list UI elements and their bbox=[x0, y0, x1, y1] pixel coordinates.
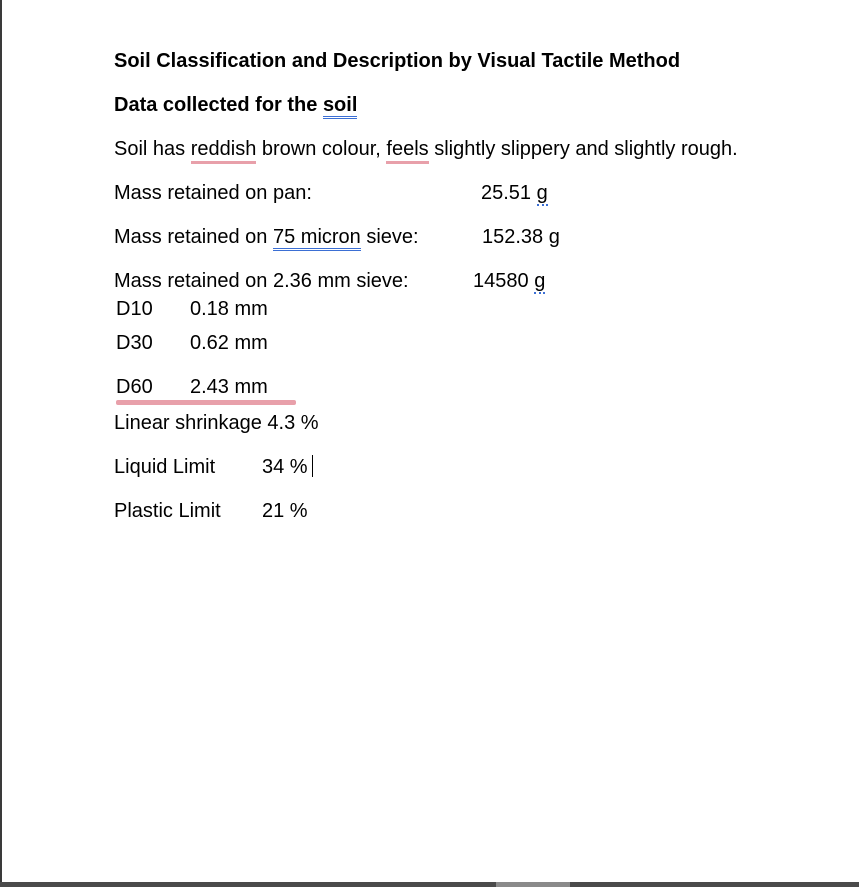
linear-shrinkage: Linear shrinkage 4.3 % bbox=[114, 412, 319, 434]
d10-label: D10 bbox=[116, 298, 153, 320]
spelling-flagged-word[interactable]: reddish bbox=[191, 138, 257, 164]
d30-value: 0.62 mm bbox=[190, 332, 268, 354]
mass-236-number: 14580 bbox=[473, 270, 529, 292]
grammar-flagged-unit[interactable]: g bbox=[536, 182, 548, 204]
d60-label: D60 bbox=[116, 376, 153, 398]
d10-value: 0.18 mm bbox=[190, 298, 268, 320]
mass-pan-label: Mass retained on pan: bbox=[114, 182, 312, 204]
spelling-underline bbox=[116, 400, 296, 405]
horizontal-scrollbar[interactable] bbox=[0, 882, 859, 887]
grammar-flagged-unit[interactable]: g bbox=[534, 270, 546, 292]
description-text: Soil has bbox=[114, 138, 191, 160]
plastic-limit-value: 21 % bbox=[262, 500, 308, 522]
grammar-flagged-word[interactable]: soil bbox=[323, 94, 357, 119]
mass-75-label-text: Mass retained on bbox=[114, 226, 273, 248]
text-cursor bbox=[312, 455, 313, 477]
mass-236-label: Mass retained on 2.36 mm sieve: bbox=[114, 270, 409, 292]
soil-description bbox=[114, 137, 738, 161]
description-text: brown colour, bbox=[256, 138, 387, 160]
scrollbar-thumb[interactable] bbox=[496, 882, 570, 887]
window-left-edge bbox=[0, 0, 2, 887]
spelling-flagged-word[interactable]: feels bbox=[386, 138, 428, 164]
mass-75-label-text: sieve: bbox=[360, 226, 419, 248]
description-text: slightly slippery and slightly rough. bbox=[428, 138, 738, 160]
grammar-flagged-phrase[interactable]: 75 micron bbox=[273, 226, 361, 251]
mass-75-value: 152.38 g bbox=[482, 226, 560, 248]
mass-75-label bbox=[114, 225, 419, 249]
mass-pan-value bbox=[481, 181, 548, 205]
document-title: Soil Classification and Description by Visual Tactile Method bbox=[114, 50, 681, 72]
mass-236-value bbox=[473, 269, 545, 293]
mass-pan-number: 25.51 bbox=[481, 182, 532, 204]
plastic-limit-label: Plastic Limit bbox=[114, 500, 221, 522]
liquid-limit-number: 34 % bbox=[262, 456, 308, 478]
data-heading-text: Data collected for the bbox=[114, 94, 323, 116]
liquid-limit-value bbox=[262, 455, 313, 479]
liquid-limit-label: Liquid Limit bbox=[114, 456, 216, 478]
d30-label: D30 bbox=[116, 332, 153, 354]
data-heading bbox=[114, 93, 357, 117]
d60-value: 2.43 mm bbox=[190, 376, 268, 398]
